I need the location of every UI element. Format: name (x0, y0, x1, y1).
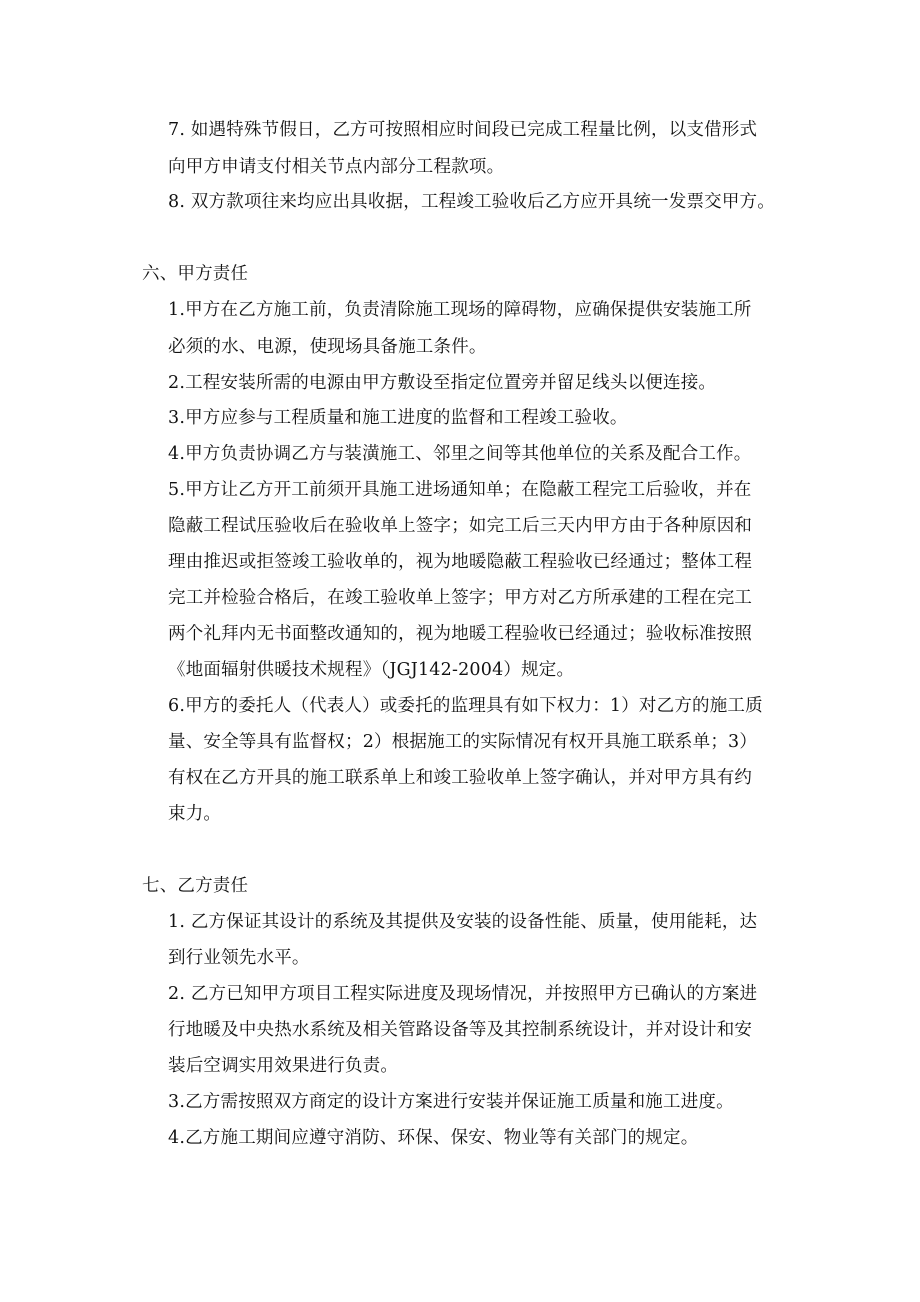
clause-6-5-line-2: 隐蔽工程试压验收后在验收单上签字；如完工后三天内甲方由于各种原因和 (168, 516, 753, 536)
clause-5-8: 8. 双方款项往来均应出具收据，工程竣工验收后乙方应开具统一发票交甲方。 (168, 192, 775, 212)
clause-6-3: 3.甲方应参与工程质量和施工进度的监督和工程竣工验收。 (168, 408, 628, 428)
clause-5-7-line-2: 向甲方申请支付相关节点内部分工程款项。 (168, 157, 505, 177)
clause-6-6-line-1: 6.甲方的委托人（代表人）或委托的监理具有如下权力：1）对乙方的施工质 (168, 696, 763, 716)
clause-7-4: 4.乙方施工期间应遵守消防、环保、保安、物业等有关部门的规定。 (168, 1128, 699, 1148)
clause-6-2: 2.工程安装所需的电源由甲方敷设至指定位置旁并留足线头以便连接。 (168, 373, 717, 393)
clause-6-4: 4.甲方负责协调乙方与装潢施工、邻里之间等其他单位的关系及配合工作。 (168, 444, 752, 464)
clause-6-1-line-2: 必须的水、电源，使现场具备施工条件。 (168, 337, 487, 357)
clause-6-6-line-3: 有权在乙方开具的施工联系单上和竣工验收单上签字确认，并对甲方具有约 (168, 768, 753, 788)
clause-6-6-line-2: 量、安全等具有监督权；2）根据施工的实际情况有权开具施工联系单；3） (168, 732, 758, 752)
clause-7-1-line-2: 到行业领先水平。 (168, 948, 310, 968)
section-7-heading: 七、乙方责任 (142, 876, 249, 896)
clause-7-2-line-2: 行地暖及中央热水系统及相关管路设备等及其控制系统设计，并对设计和安 (168, 1020, 753, 1040)
clause-6-1-line-1: 1.甲方在乙方施工前，负责清除施工现场的障碍物，应确保提供安装施工所 (168, 300, 752, 320)
section-6-heading: 六、甲方责任 (142, 264, 249, 284)
clause-6-5-line-6: 《地面辐射供暖技术规程》（JGJ142-2004）规定。 (168, 660, 575, 680)
clause-6-5-line-5: 两个礼拜内无书面整改通知的，视为地暖工程验收已经通过；验收标准按照 (168, 624, 753, 644)
clause-7-2-line-3: 装后空调实用效果进行负责。 (168, 1056, 399, 1076)
clause-6-6-line-4: 束力。 (168, 804, 222, 824)
clause-7-1-line-1: 1. 乙方保证其设计的系统及其提供及安装的设备性能、质量，使用能耗，达 (168, 912, 758, 932)
clause-7-3: 3.乙方需按照双方商定的设计方案进行安装并保证施工质量和施工进度。 (168, 1092, 734, 1112)
clause-6-5-line-4: 完工并检验合格后，在竣工验收单上签字；甲方对乙方所承建的工程在完工 (168, 588, 753, 608)
clause-7-2-line-1: 2. 乙方已知甲方项目工程实际进度及现场情况，并按照甲方已确认的方案进 (168, 984, 758, 1004)
clause-6-5-line-1: 5.甲方让乙方开工前须开具施工进场通知单；在隐蔽工程完工后验收，并在 (168, 480, 752, 500)
clause-6-5-line-3: 理由推迟或拒签竣工验收单的，视为地暖隐蔽工程验收已经通过；整体工程 (168, 552, 753, 572)
clause-5-7-line-1: 7. 如遇特殊节假日，乙方可按照相应时间段已完成工程量比例，以支借形式 (168, 120, 758, 140)
